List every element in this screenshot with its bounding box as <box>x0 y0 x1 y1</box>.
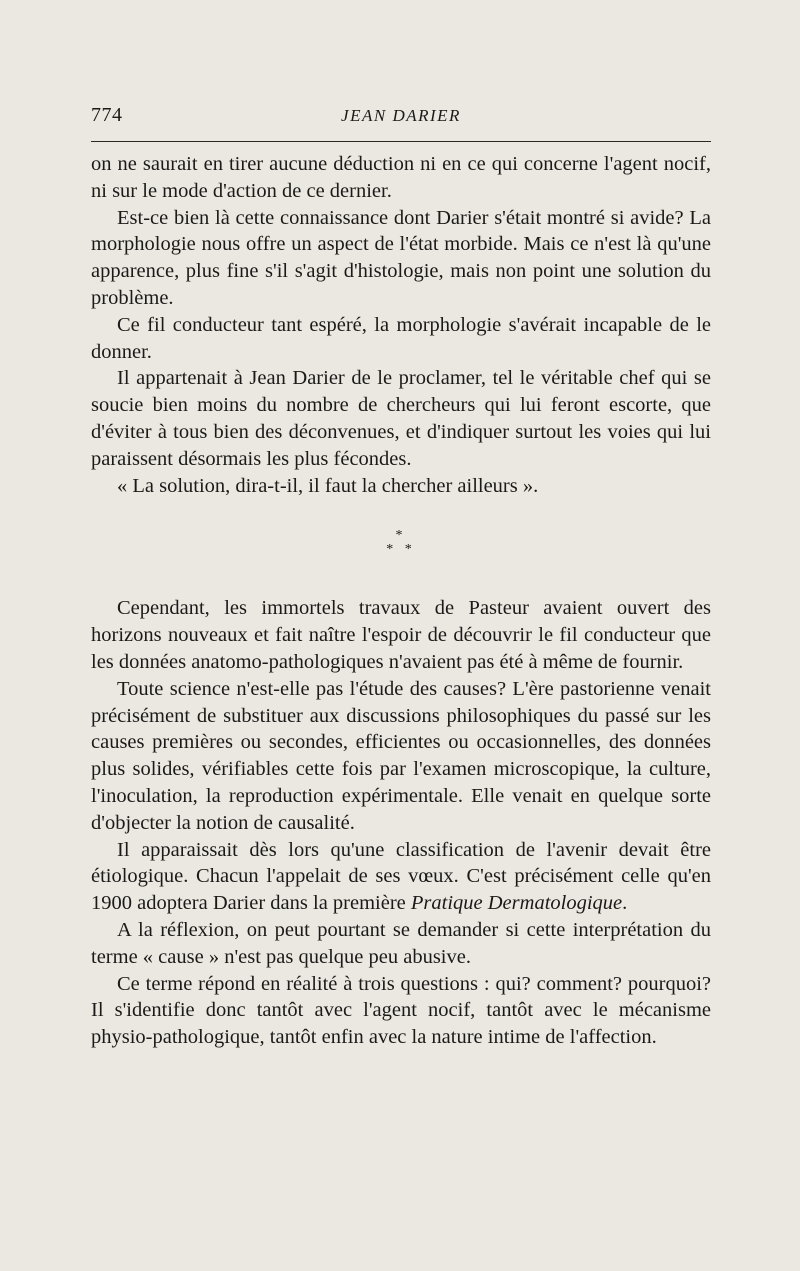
paragraph-7: Toute science n'est-elle pas l'étude des causes? L'ère pastorienne venait précisément de substituer aux discussions philosophiques du passé sur les causes premières ou secondes, efficientes ou occasionnelles, des données plus solides, vérifiables cette fois par l'examen microscopique, la culture, l'inoculation, la reproduction expérimentale. Elle venait en quelque sorte d'objecter la notion de causalité. <box>91 677 711 834</box>
asterism-bottom: * * <box>386 542 416 558</box>
page-number: 774 <box>91 104 123 126</box>
page-header <box>91 104 711 134</box>
paragraph-8 <box>91 837 711 917</box>
paragraph-1: on ne saurait en tirer aucune déduction ni en ce qui concerne l'agent nocif, ni sur le mode d'action de ce dernier. <box>91 153 711 202</box>
header-rule <box>91 141 711 142</box>
body-text <box>91 151 711 1051</box>
paragraph-9: A la réflexion, on peut pourtant se demander si cette interprétation du terme « cause » n'est pas quelque peu abusive. <box>91 918 711 968</box>
paragraph-10: Ce terme répond en réalité à trois questions : qui? comment? pourquoi? Il s'identifie donc tantôt avec l'agent nocif, tantôt avec le mécanisme physio-pathologique, tantôt enfin avec la nature intime de l'affection. <box>91 972 711 1049</box>
paragraph-3: Ce fil conducteur tant espéré, la morphologie s'avérait incapable de le donner. <box>91 313 711 363</box>
paragraph-8-end: . <box>622 892 628 915</box>
section-asterism <box>91 529 711 557</box>
book-title-italic: Pratique Dermatologique <box>410 892 623 915</box>
paragraph-8-start: Il apparaissait dès lors qu'une classification de l'avenir devait être étiologique. Chacun l'appelait de ses vœux. C'est précisément celle qu'en 1900 adoptera Darier dans la première <box>91 838 711 915</box>
paragraph-5: « La solution, dira-t-il, il faut la chercher ailleurs ». <box>117 474 539 497</box>
paragraph-6: Cependant, les immortels travaux de Pasteur avaient ouvert des horizons nouveaux et fait naître l'espoir de découvrir le fil conducteur que les données anatomo-pathologiques n'avaient pas été à même de fournir. <box>91 597 711 673</box>
running-head: JEAN DARIER <box>341 106 461 125</box>
asterism-top: * <box>395 528 407 544</box>
paragraph-4: Il appartenait à Jean Darier de le proclamer, tel le véritable chef qui se soucie bien moins du nombre de chercheurs qui lui feront escorte, que d'éviter à tous bien des déconvenues, et d'indiquer surtout les voies qui lui paraissent désormais les plus fécondes. <box>91 367 711 470</box>
paragraph-2: Est-ce bien là cette connaissance dont Darier s'était montré si avide? La morphologie nous offre un aspect de l'état morbide. Mais ce n'est là qu'une apparence, plus fine s'il s'agit d'histologie, mais non point une solution du problème. <box>91 206 711 309</box>
